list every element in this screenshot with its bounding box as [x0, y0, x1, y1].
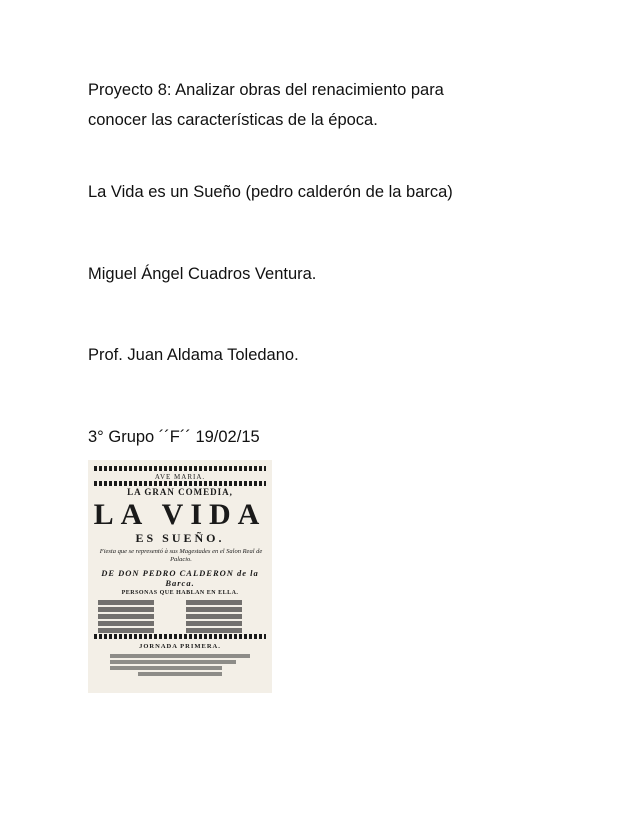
cast-list	[98, 600, 266, 632]
work-title: La Vida es un Sueño (pedro calderón de la barca)	[88, 183, 453, 201]
title-page-image	[88, 460, 272, 693]
student-name: Miguel Ángel Cuadros Ventura.	[88, 265, 317, 283]
image-title: LA VIDA	[93, 498, 267, 531]
ornament-band	[94, 481, 266, 486]
image-note: Fiesta que se representó à sus Magestades en el Salon Real de Palacio.	[99, 548, 263, 563]
ornament-band-lower	[94, 634, 266, 639]
image-header: AVE MARIA.	[154, 473, 206, 481]
image-line1: LA GRAN COMEDIA,	[127, 487, 233, 497]
group-and-date: 3° Grupo ´´F´´ 19/02/15	[88, 428, 260, 446]
image-paragraph	[110, 654, 250, 678]
image-act: JORNADA PRIMERA.	[139, 643, 221, 650]
image-author: DE DON PEDRO CALDERON de la Barca.	[101, 568, 259, 588]
image-cast-heading: PERSONAS QUE HABLAN EN ELLA.	[121, 590, 239, 596]
teacher-name: Prof. Juan Aldama Toledano.	[88, 346, 299, 364]
project-title-line-2: conocer las características de la época.	[88, 111, 378, 129]
image-subtitle: ES SUEÑO.	[135, 531, 225, 545]
project-title-line-1: Proyecto 8: Analizar obras del renacimiento para	[88, 81, 444, 99]
